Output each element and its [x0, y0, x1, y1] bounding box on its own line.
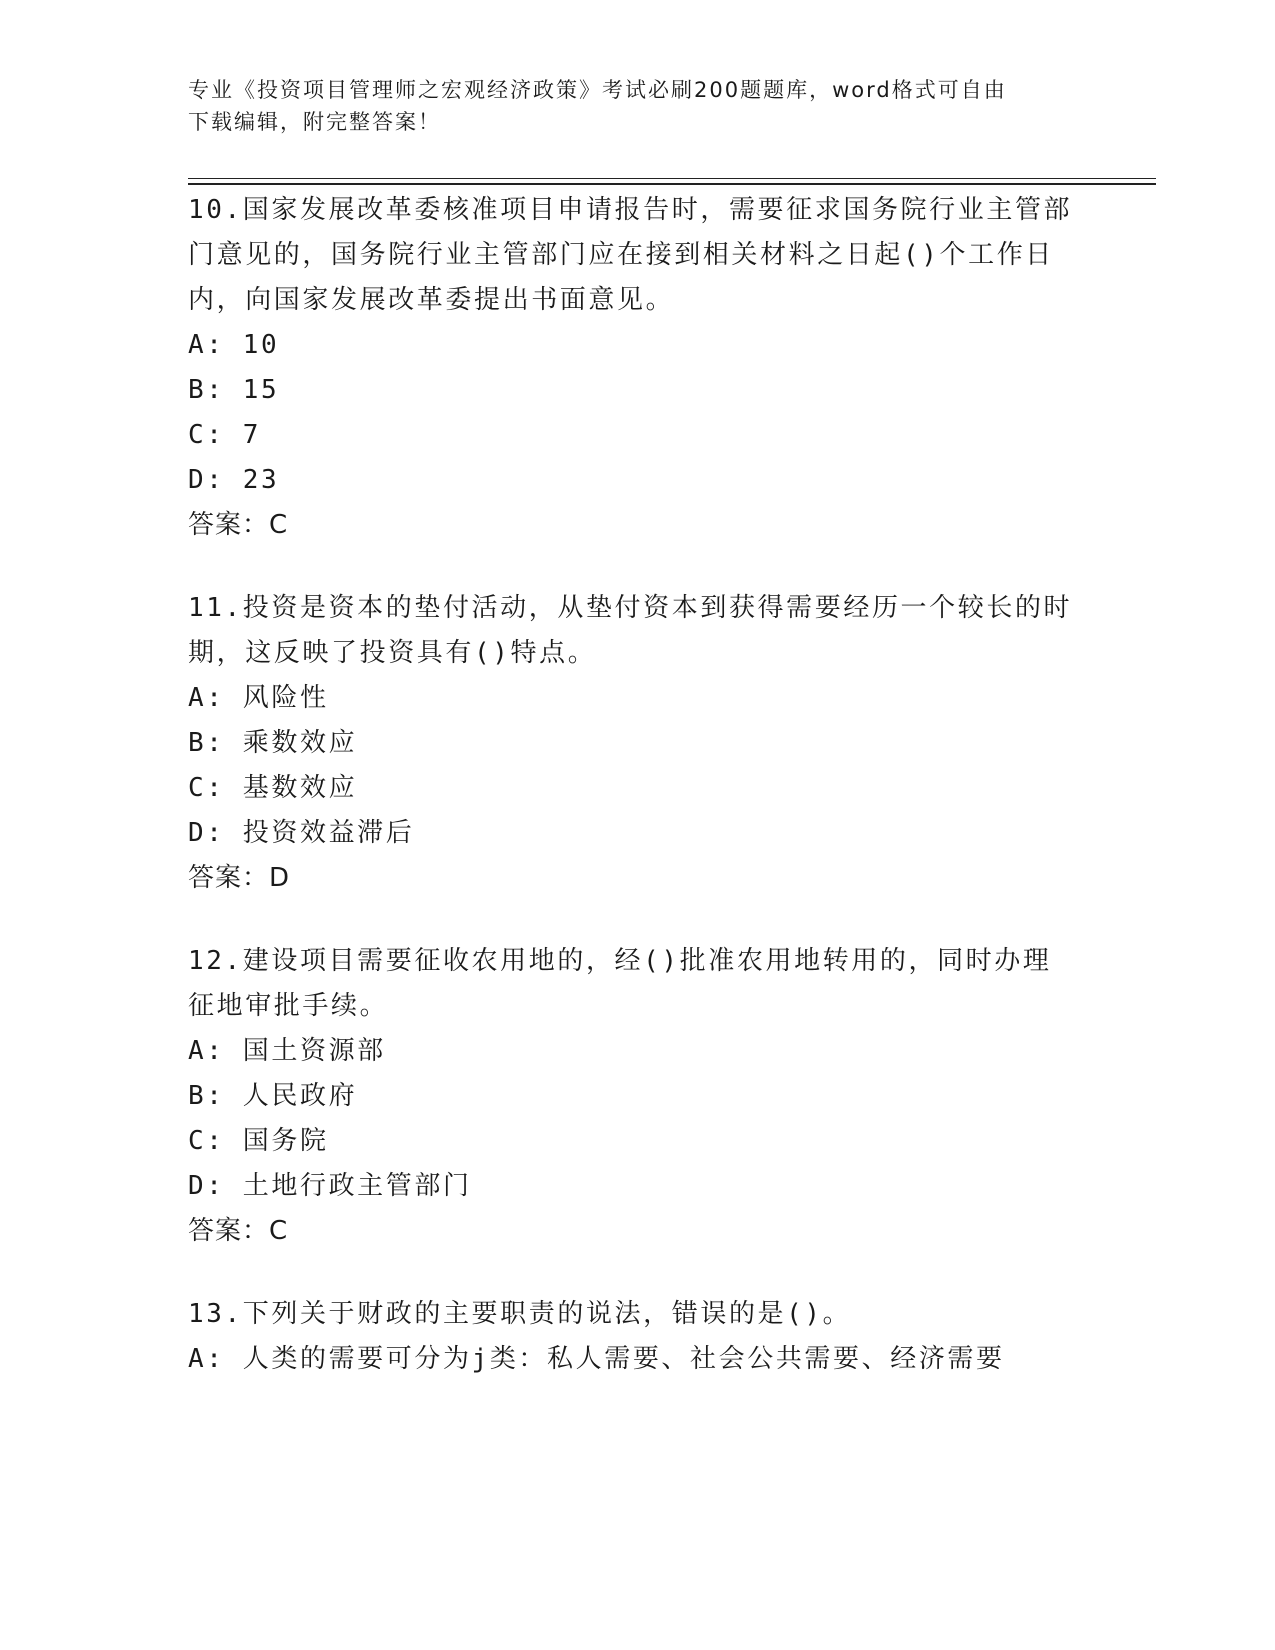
- question-text: 10.国家发展改革委核准项目申请报告时，需要征求国务院行业主管部门意见的，国务院行业主管部门应在接到相关材料之日起()个工作日内，向国家发展改革委提出书面意见。: [188, 195, 1073, 315]
- option-d: [188, 458, 1088, 503]
- option-label: B:: [188, 728, 225, 758]
- option-text: 乘数效应: [242, 728, 358, 758]
- option-text: 基数效应: [242, 773, 358, 803]
- option-d: [188, 811, 1088, 856]
- option-b: [188, 721, 1088, 766]
- header-divider-thin: [188, 178, 1156, 179]
- header-line-1: 专业《投资项目管理师之宏观经济政策》考试必刷200题题库，word格式可自由: [188, 78, 1007, 102]
- answer: 答案：D: [188, 863, 291, 893]
- header-divider-thick: [188, 183, 1156, 185]
- option-text: 人类的需要可分为j类：私人需要、社会公共需要、经济需要: [242, 1344, 1005, 1374]
- option-text: 风险性: [242, 683, 329, 713]
- option-b: [188, 1074, 1088, 1119]
- header-line-2: 下载编辑，附完整答案！: [188, 110, 441, 134]
- option-label: A:: [188, 1344, 225, 1374]
- option-label: A:: [188, 330, 225, 360]
- option-text: 23: [242, 465, 280, 495]
- document-header: [188, 74, 1068, 138]
- question-text: 13.下列关于财政的主要职责的说法，错误的是()。: [188, 1299, 852, 1329]
- option-label: B:: [188, 375, 225, 405]
- option-text: 土地行政主管部门: [242, 1171, 472, 1201]
- option-label: A:: [188, 1036, 225, 1066]
- question-list: [188, 188, 1088, 1420]
- question-10: [188, 188, 1088, 548]
- question-11: [188, 586, 1088, 901]
- option-text: 10: [242, 330, 280, 360]
- answer: 答案：C: [188, 510, 289, 540]
- option-a: [188, 1337, 1088, 1382]
- option-label: A:: [188, 683, 225, 713]
- option-label: D:: [188, 465, 225, 495]
- option-label: D:: [188, 1171, 225, 1201]
- option-b: [188, 368, 1088, 413]
- option-text: 15: [242, 375, 280, 405]
- option-d: [188, 1164, 1088, 1209]
- option-c: [188, 766, 1088, 811]
- option-label: B:: [188, 1081, 225, 1111]
- option-text: 国土资源部: [242, 1036, 386, 1066]
- answer: 答案：C: [188, 1216, 289, 1246]
- option-text: 7: [242, 420, 262, 450]
- option-label: D:: [188, 818, 225, 848]
- question-text: 11.投资是资本的垫付活动，从垫付资本到获得需要经历一个较长的时期，这反映了投资具有()特点。: [188, 593, 1073, 668]
- option-a: [188, 1029, 1088, 1074]
- option-a: [188, 676, 1088, 721]
- option-text: 投资效益滞后: [242, 818, 415, 848]
- option-label: C:: [188, 420, 225, 450]
- option-a: [188, 323, 1088, 368]
- option-text: 人民政府: [242, 1081, 358, 1111]
- option-c: [188, 1119, 1088, 1164]
- option-label: C:: [188, 773, 225, 803]
- question-13: [188, 1292, 1088, 1382]
- question-12: [188, 939, 1088, 1254]
- question-text: 12.建设项目需要征收农用地的，经()批准农用地转用的，同时办理征地审批手续。: [188, 946, 1052, 1021]
- option-label: C:: [188, 1126, 225, 1156]
- option-text: 国务院: [242, 1126, 329, 1156]
- option-c: [188, 413, 1088, 458]
